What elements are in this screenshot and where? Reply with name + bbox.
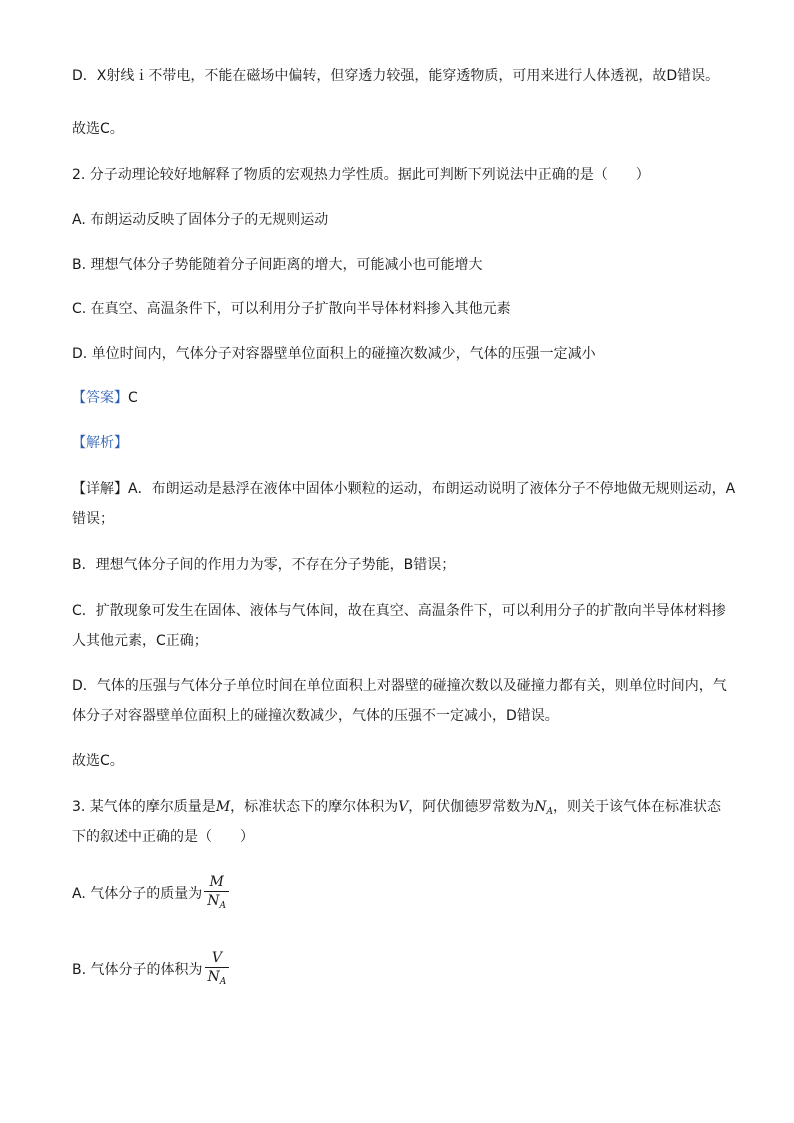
q2-answer bbox=[72, 389, 138, 407]
detail-line: 体分子对容器壁单位面积上的碰撞次数减少，气体的压强不一定减小，D错误。 bbox=[72, 708, 559, 724]
q2-choose: 故选C。 bbox=[72, 753, 124, 769]
detail-line: 【详解】A．布朗运动是悬浮在液体中固体小颗粒的运动，布朗运动说明了液体分子不停地做无规则运动，A bbox=[72, 481, 736, 497]
q2-option-b: B. 理想气体分子势能随着分子间距离的增大，可能减小也可能增大 bbox=[72, 257, 483, 273]
q2-option-c: C. 在真空、高温条件下，可以利用分子扩散向半导体材料掺入其他元素 bbox=[72, 301, 511, 317]
fraction-m-over-na: $\frac{M}{N_A}$ bbox=[204, 874, 229, 914]
answer-tag: 【答案】 bbox=[72, 390, 128, 406]
detail-line: B．理想气体分子间的作用力为零，不存在分子势能，B错误； bbox=[72, 557, 456, 573]
answer-value: C bbox=[128, 390, 138, 406]
q2-option-a: A. 布朗运动反映了固体分子的无规则运动 bbox=[72, 212, 329, 228]
var-v: V bbox=[398, 799, 409, 815]
detail-line: 人其他元素，C正确； bbox=[72, 633, 208, 649]
detail-line: C．扩散现象可发生在固体、液体与气体间，故在真空、高温条件下，可以利用分子的扩散向半导体材料掺 bbox=[72, 603, 726, 619]
detail-line: D．气体的压强与气体分子单位时间在单位面积上对器壁的碰撞次数以及碰撞力都有关，则单位时间内，气 bbox=[72, 678, 727, 694]
q3-option-b: B. 气体分子的体积为 $\frac{V}{N_A}$ bbox=[72, 950, 229, 990]
var-n: $N_A$ bbox=[534, 799, 554, 817]
fraction-v-over-na: $\frac{V}{N_A}$ bbox=[205, 950, 230, 990]
q3-option-a: A. 气体分子的质量为 $\frac{M}{N_A}$ bbox=[72, 874, 229, 914]
q2-option-d: D. 单位时间内，气体分子对容器壁单位面积上的碰撞次数减少，气体的压强一定减小 bbox=[72, 346, 596, 362]
var-m: M bbox=[215, 799, 231, 815]
detail-line: 错误； bbox=[72, 511, 114, 527]
q3-stem-line2: 下的叙述中正确的是（ ） bbox=[72, 829, 254, 845]
option-d-prev: D．X射线ｉ不带电，不能在磁场中偏转，但穿透力较强，能穿透物质，可用来进行人体透视，故D错误。 bbox=[72, 68, 720, 84]
q3-stem: 3. 某气体的摩尔质量是M，标准状态下的摩尔体积为V，阿伏伽德罗常数为$N_A$，则关于该气体在标准状态 bbox=[72, 799, 722, 817]
q2-stem: 2. 分子动理论较好地解释了物质的宏观热力学性质。据此可判断下列说法中正确的是（ ） bbox=[72, 167, 650, 183]
analysis-tag: 【解析】 bbox=[72, 435, 128, 451]
choose-prev: 故选C。 bbox=[72, 121, 124, 137]
